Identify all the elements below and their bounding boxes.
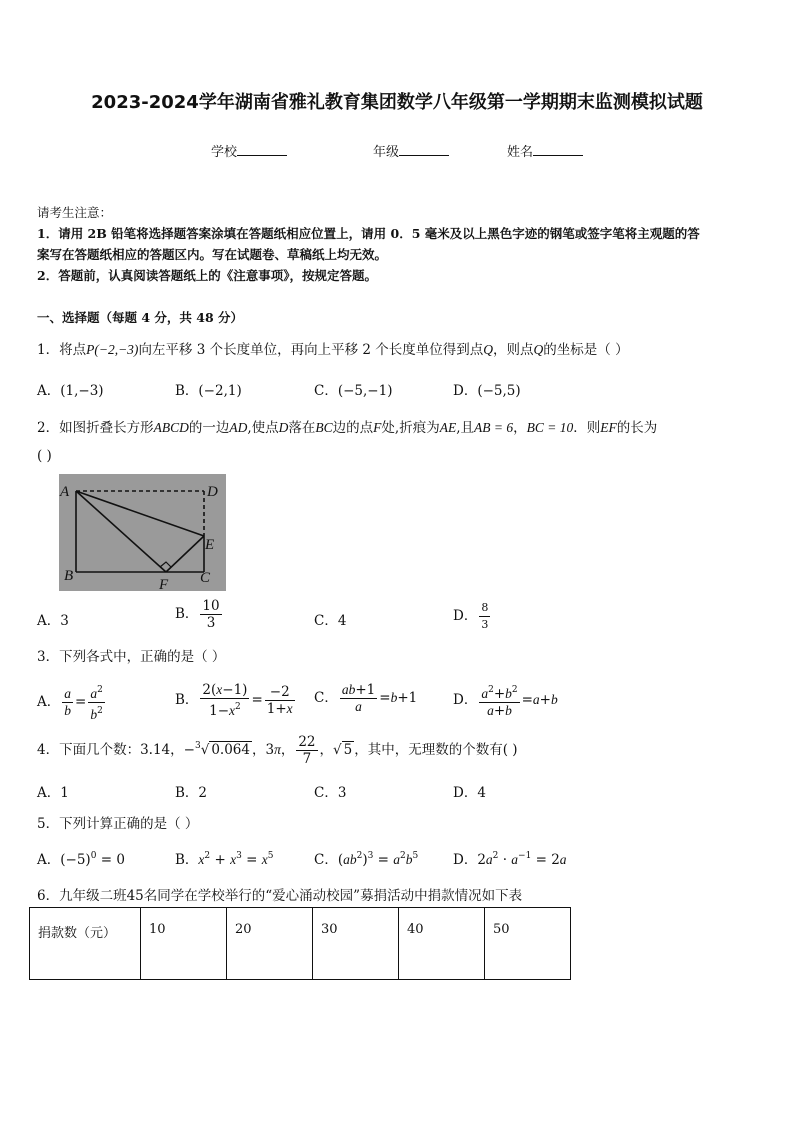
label-c: C <box>200 570 211 586</box>
q2-ab6: AB = 6 <box>474 420 514 435</box>
q1-text-c: ，则点 <box>493 342 534 358</box>
label-d: D <box>207 484 218 500</box>
table-header-cell: 10 <box>141 908 227 980</box>
q1-point-p: P(−2,−3) <box>86 342 139 357</box>
question-4-stem: 4．下面几个数：3.14，−$^3$√ 0.064 ，3π， $\frac{22}{7}$ ，√ 5 ，其中，无理数的个数有( ) <box>37 734 518 767</box>
q5-option-c-label: C． <box>314 852 338 868</box>
table-header-cell: 捐款数（元） <box>30 908 141 980</box>
q2-option-b-label: B． <box>175 606 199 622</box>
q3-option-d-label: D． <box>453 692 478 708</box>
q4-option-a[interactable]: A．1 <box>37 785 69 801</box>
q5-option-c[interactable]: C．$(ab^2)^3 = a^2b^5$ <box>314 851 419 868</box>
page-title: 2023-2024学年湖南省雅礼教育集团数学八年级第一学期期末监测模拟试题 <box>91 92 703 113</box>
q1-text-d: 的坐标是（ ） <box>543 342 629 358</box>
name-label: 姓名 <box>507 145 534 160</box>
school-blank <box>237 143 287 156</box>
q2-text-g: ,且 <box>456 420 474 436</box>
q2-text-f: 处,折痕为 <box>381 420 440 436</box>
q4-text-end: ，其中，无理数的个数有( ) <box>354 742 518 758</box>
label-b: B <box>64 568 74 584</box>
q5-option-d[interactable]: D．$2a^2 \cdot a^{-1} = 2a$ <box>453 851 567 868</box>
q3-option-a[interactable]: A． $\frac{a}{b}$ = $\frac{a^2}{b^2}$ <box>37 682 107 723</box>
q2-text-j: 的长为 <box>616 420 658 436</box>
name-field <box>507 141 583 160</box>
q2-text-c: ,使点 <box>247 420 279 436</box>
q2-option-d-fraction <box>479 600 490 633</box>
question-5-stem: 5．下列计算正确的是（ ） <box>37 816 199 832</box>
q2-d: D <box>278 420 289 435</box>
q5-option-a-label: A． <box>37 852 61 868</box>
crease-ae <box>76 491 204 536</box>
grade-field <box>373 141 449 160</box>
q2-bc10: BC = 10 <box>526 420 574 435</box>
table-header-cell: 50 <box>485 908 571 980</box>
q5-option-d-label: D． <box>453 852 478 868</box>
notice-line-1b: 案写在答题纸相应的答题区内。写在试题卷、草稿纸上均无效。 <box>37 247 388 262</box>
q1-option-a[interactable]: A．(1,−3) <box>37 383 104 399</box>
q2-f: F <box>373 420 382 435</box>
q1-point-q: Q <box>483 342 494 357</box>
q2-text-i: ．则 <box>573 420 601 436</box>
question-3-stem: 3．下列各式中，正确的是（ ） <box>37 649 226 665</box>
q2-text-d: 落在 <box>288 420 316 436</box>
q3-option-c-label: C． <box>314 690 338 706</box>
label-f: F <box>159 577 169 591</box>
notice-line-1a: 1．请用 2B 铅笔将选择题答案涂填在答题纸相应位置上，请用 0．5 毫米及以上黑色字迹的钢笔或签字笔将主观题的答 <box>37 226 700 241</box>
q2-text-e: 边的点 <box>332 420 374 436</box>
q2-option-b-fraction <box>200 598 221 631</box>
table-row <box>30 908 571 980</box>
q4-text-a: 4．下面几个数：3.14， <box>37 742 184 758</box>
table-header-cell: 30 <box>313 908 399 980</box>
school-field <box>211 141 287 160</box>
q2-ef: EF <box>600 420 617 435</box>
q2-ae: AE <box>439 420 457 435</box>
q2-figure <box>59 474 226 591</box>
q1-option-d[interactable]: D．(−5,5) <box>453 383 521 399</box>
question-6-stem: 6．九年级二班45名同学在学校举行的“爱心涌动校园”募捐活动中捐款情况如下表 <box>37 888 523 904</box>
q4-option-b[interactable]: B．2 <box>175 785 208 801</box>
school-label: 学校 <box>211 145 238 160</box>
right-angle-mark <box>160 562 171 567</box>
q1-option-c[interactable]: C．(−5,−1) <box>314 383 393 399</box>
q2-paren: ( ) <box>37 448 52 464</box>
question-1-stem <box>37 338 629 358</box>
q3-option-b-label: B． <box>175 692 199 708</box>
name-blank <box>533 143 583 156</box>
donation-table <box>29 907 571 980</box>
q2-text-h: ， <box>513 420 527 436</box>
q3-option-c[interactable]: C． $\frac{ab+1}{a}$ =b+1 <box>314 682 418 714</box>
q2-abcd: ABCD <box>153 420 189 435</box>
q1-point-q2: Q <box>533 342 544 357</box>
q2-text-a: 2．如图折叠长方形 <box>37 420 154 436</box>
q2-option-d-num: 8 <box>479 600 490 617</box>
q2-bc: BC <box>315 420 333 435</box>
segment-af <box>76 491 166 572</box>
q5-option-b-label: B． <box>175 852 199 868</box>
label-a: A <box>60 484 70 500</box>
q3-option-b[interactable]: B． $\frac{2(x-1)}{1-x^2}$ = $\frac{-2}{1+x}$ <box>175 682 293 719</box>
q5-option-a[interactable]: A．$(-5)^0 = 0$ <box>37 851 125 868</box>
q2-option-c[interactable]: C．4 <box>314 613 347 629</box>
table-header-cell: 40 <box>399 908 485 980</box>
section-heading: 一、选择题（每题 4 分，共 48 分） <box>37 310 244 325</box>
q2-ad: AD <box>229 420 248 435</box>
q2-option-b-den: 3 <box>206 615 216 631</box>
q2-option-d-den: 3 <box>481 618 489 631</box>
q3-option-a-label: A． <box>37 694 61 710</box>
q3-option-d[interactable]: D． $\frac{a^2+b^2}{a+b}$ =a+b <box>453 682 558 719</box>
q2-option-d-label: D． <box>453 608 478 624</box>
q1-text-b: 向左平移 3 个长度单位，再向上平移 2 个长度单位得到点 <box>138 342 484 358</box>
notice-line-2: 2．答题前，认真阅读答题纸上的《注意事项》，按规定答题。 <box>37 268 377 283</box>
q4-option-c[interactable]: C．3 <box>314 785 347 801</box>
notice-heading: 请考生注意： <box>37 205 113 220</box>
grade-blank <box>399 143 449 156</box>
label-e: E <box>205 537 215 553</box>
folded-rectangle-diagram <box>59 474 226 591</box>
q1-option-b[interactable]: B．(−2,1) <box>175 383 242 399</box>
grade-label: 年级 <box>373 145 400 160</box>
q4-option-d[interactable]: D．4 <box>453 785 486 801</box>
q1-text-a: 1．将点 <box>37 342 87 358</box>
q5-option-b[interactable]: B．$x^2 + x^3 = x^5$ <box>175 851 274 868</box>
table-header-cell: 20 <box>227 908 313 980</box>
segment-fe <box>166 536 204 572</box>
q2-text-b: 的一边 <box>188 420 230 436</box>
question-2-stem <box>37 416 657 436</box>
q2-option-d[interactable] <box>453 600 492 633</box>
q2-option-b-num: 10 <box>202 598 220 614</box>
q2-option-b[interactable] <box>175 598 224 631</box>
q2-option-a[interactable]: A．3 <box>37 613 69 629</box>
